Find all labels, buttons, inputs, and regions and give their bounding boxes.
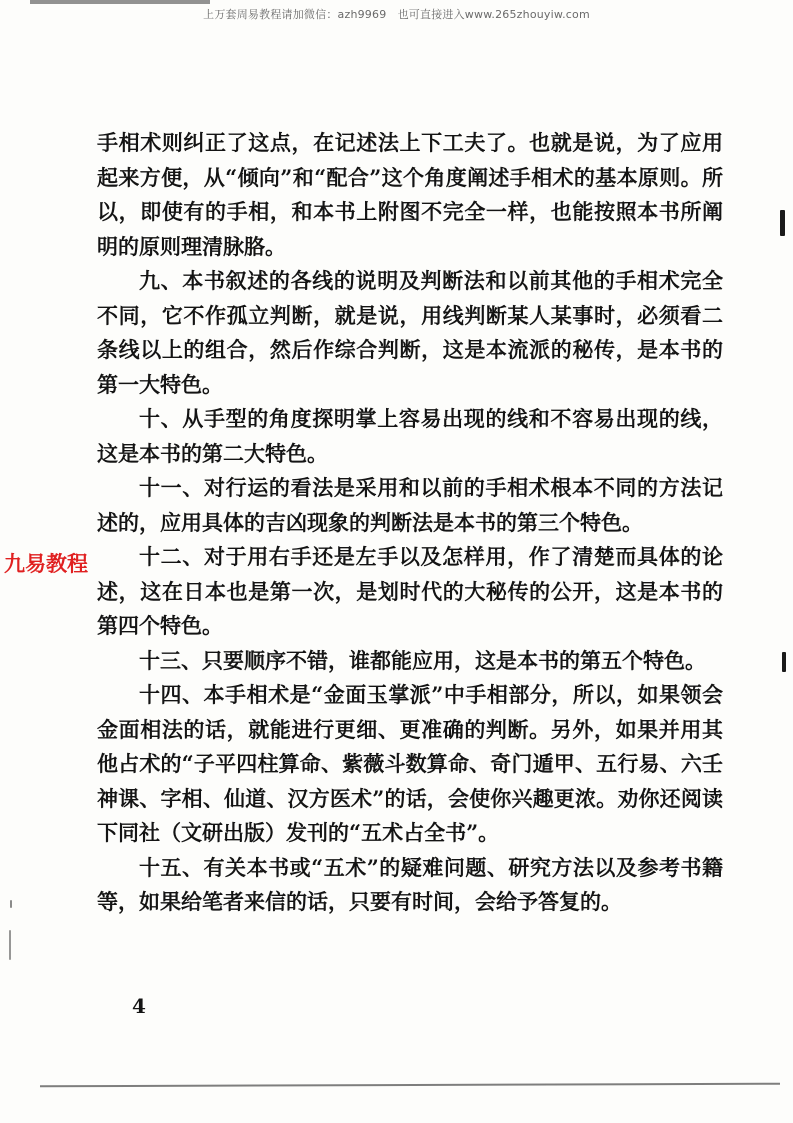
scan-artifact-top: [30, 0, 210, 4]
paragraph-8: 十五、有关本书或“五术”的疑难问题、研究方法以及参考书籍等，如果给笔者来信的话，只要有时间，会给予答复的。: [97, 854, 723, 914]
paragraph-7: 十四、本手相术是“金面玉掌派”中手相部分，所以，如果领会金面相法的话，就能进行更细、更准确的判断。另外，如果并用其他占术的“子平四柱算命、紫薇斗数算命、奇门遁甲、五行易、六壬神课、字相、仙道、汉方医术”的话，会使你兴趣更浓。劝你还阅读下同社（文研出版）发刊的“五术占全书”。: [97, 682, 723, 845]
watermark-label: 九易教程: [4, 552, 88, 576]
margin-mark-right-1: [780, 210, 785, 236]
paragraph-3: 十、从手型的角度探明掌上容易出现的线和不容易出现的线，这是本书的第二大特色。: [97, 406, 723, 466]
body-text: [97, 126, 723, 920]
margin-mark-right-2: [782, 652, 786, 672]
page-number: 4: [132, 994, 146, 1018]
margin-mark-left-1: [10, 900, 12, 908]
margin-mark-left-2: [9, 930, 11, 960]
paragraph-5: 十二、对于用右手还是左手以及怎样用，作了清楚而具体的论述，这在日本也是第一次，是划时代的大秘传的公开，这是本书的第四个特色。: [97, 544, 723, 638]
header-note: 上万套周易教程请加微信：azh9969 也可直接进入www.265zhouyiw.com: [203, 8, 590, 21]
bottom-rule: [40, 1083, 780, 1088]
paragraph-6: 十三、只要顺序不错，谁都能应用，这是本书的第五个特色。: [139, 647, 706, 673]
paragraph-2: 九、本书叙述的各线的说明及判断法和以前其他的手相术完全不同，它不作孤立判断，就是说，用线判断某人某事时，必须看二条线以上的组合，然后作综合判断，这是本流派的秘传，是本书的第一大特色。: [97, 268, 723, 397]
paragraph-1: 手相术则纠正了这点，在记述法上下工夫了。也就是说，为了应用起来方便，从“倾向”和“配合”这个角度阐述手相术的基本原则。所以，即使有的手相，和本书上附图不完全一样，也能按照本书所阐明的原则理清脉胳。: [97, 130, 723, 259]
paragraph-4: 十一、对行运的看法是采用和以前的手相术根本不同的方法记述的，应用具体的吉凶现象的判断法是本书的第三个特色。: [97, 475, 723, 535]
